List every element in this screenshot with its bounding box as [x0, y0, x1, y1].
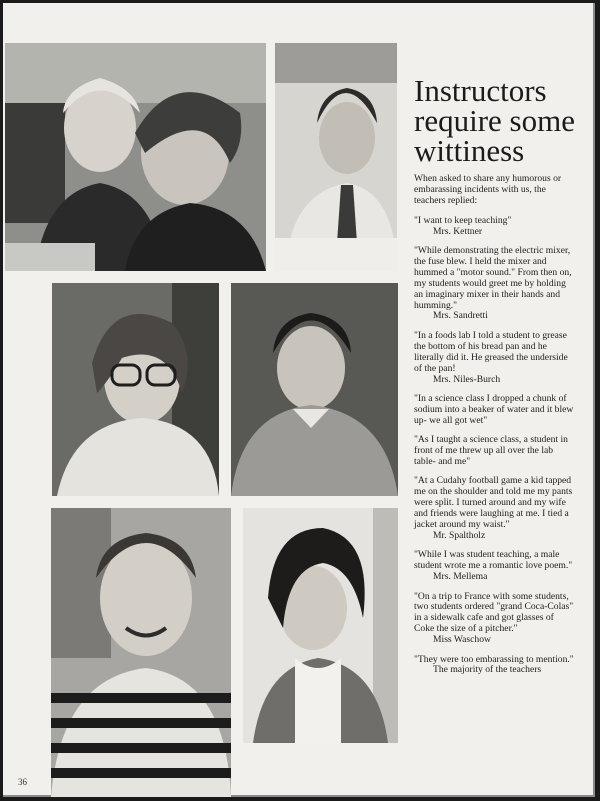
page-number: 36: [18, 777, 27, 787]
page-headline: [414, 73, 594, 168]
quote-item: [414, 216, 574, 238]
photo-woman-with-glasses: [52, 283, 219, 496]
headline-line-1: Instructors: [414, 73, 547, 108]
quote-text: "In a foods lab I told a student to grease the bottom of his bread pan and he literally did it. He greased the underside of the pan!: [414, 329, 568, 374]
quote-text: "On a trip to France with some students, two students ordered "grand Coca-Colas" in a sidewalk cafe and got glasses of Coke the size of a pitcher.": [414, 590, 574, 635]
headline-line-2: require some: [414, 103, 575, 138]
intro-paragraph: When asked to share any humorous or embarassing incidents with us, the teachers replied:: [414, 173, 562, 206]
quote-item: [414, 435, 574, 468]
quote-text: "While demonstrating the electric mixer, the fuse blew. I held the mixer and hummed a "motor sound." From then on, my students would greet me by holding an imaginary mixer in their hands and humming.": [414, 245, 572, 311]
body-copy: [414, 174, 574, 685]
quote-attribution: Miss Waschow: [433, 634, 491, 646]
quote-text: "I want to keep teaching": [414, 214, 512, 226]
quote-item: [414, 655, 574, 677]
quote-item: [414, 550, 574, 583]
photo-two-women: [5, 43, 266, 271]
quote-text: "As I taught a science class, a student in front of me threw up all over the lab table- and me": [414, 434, 568, 467]
photo-man-in-sweater: [231, 283, 398, 496]
quote-item: [414, 476, 574, 541]
headline-line-3: wittiness: [414, 133, 525, 168]
quote-text: "At a Cudahy football game a kid tapped me on the shoulder and told me my pants were split. I turned around and my wife and friends were laughing at me. I tied a jacket around my waist.": [414, 475, 573, 530]
photo-man-with-tie: [275, 43, 397, 271]
quote-item: [414, 394, 574, 427]
yearbook-page: [3, 3, 595, 797]
quote-attribution: Mrs. Mellema: [433, 571, 488, 583]
quote-attribution: The majority of the teachers: [433, 664, 542, 676]
quote-attribution: Mr. Spaltholz: [433, 529, 486, 541]
quote-attribution: Mrs. Kettner: [433, 225, 483, 237]
quote-attribution: Mrs. Sandretti: [433, 310, 488, 322]
quote-text: "They were too embarassing to mention.": [414, 653, 574, 665]
quote-text: "While I was student teaching, a male student wrote me a romantic love poem.": [414, 549, 573, 572]
quote-item: [414, 592, 574, 647]
quote-item: [414, 246, 574, 322]
quote-item: [414, 331, 574, 386]
quote-text: "In a science class I dropped a chunk of sodium into a beaker of water and it blew up- we all got wet": [414, 392, 574, 426]
quote-attribution: Mrs. Niles-Burch: [433, 373, 501, 385]
photo-woman-dark-hair: [243, 508, 398, 743]
photo-smiling-man-striped-shirt: [51, 508, 231, 797]
